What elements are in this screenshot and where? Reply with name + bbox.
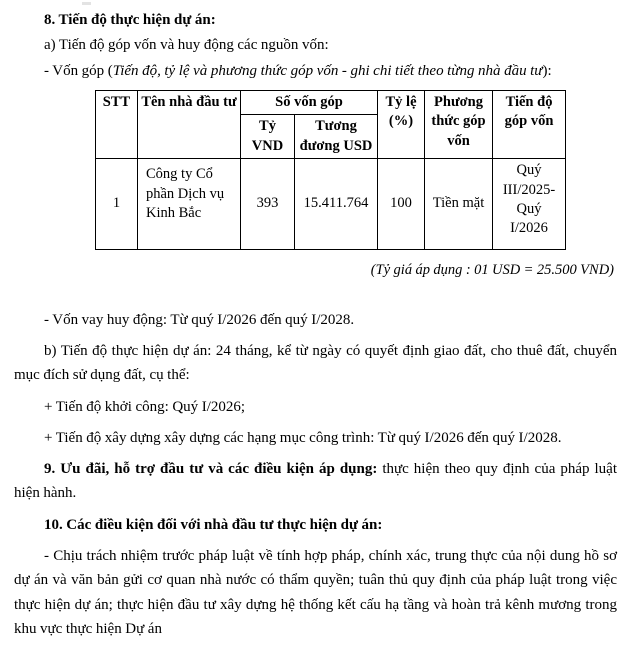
section-9-body: thực hiện theo quy định của pháp luật hiện hành. [14,461,617,502]
table-header-row-1 [96,90,566,114]
cell-billion-vnd: 393 [241,159,295,250]
document-content [14,8,617,642]
exchange-rate-note: (Tỷ giá áp dụng : 01 USD = 25.500 VND) [370,262,614,279]
header-billion-vnd: Tỷ VND [241,115,295,159]
cell-method: Tiền mặt [425,159,493,250]
cell-stt: 1 [96,159,138,250]
header-method: Phương thức góp vốn [425,90,493,158]
cell-usd-equivalent: 15.411.764 [295,159,378,250]
capital-contribution-line [14,59,617,83]
section-8-item-b: b) Tiến độ thực hiện dự án: 24 tháng, kể từ ngày có quyết định giao đất, cho thuê đất, chuyển mục đích sử dụng đất, cụ thể: [14,342,617,384]
section-10-bullet-1: - Chịu trách nhiệm trước pháp luật về tính hợp pháp, chính xác, trung thực của nội dung hồ sơ dự án và văn bản gửi cơ quan nhà nước có thẩm quyền; tuân thủ quy định của pháp luật trong việc thực hiện dự án; thực hiện đầu tư xây dựng hệ thống kết cấu hạ tầng và hoàn trả kênh mương trong khu vực thực hiện Dự án [14,548,617,637]
header-capital-amount: Số vốn góp [241,90,378,114]
header-schedule: Tiến độ góp vốn [493,90,566,158]
section-9-paragraph [14,457,617,506]
cell-ratio: 100 [378,159,425,250]
section-8-bullet-1: + Tiến độ khởi công: Quý I/2026; [44,398,246,415]
capital-contribution-italic: Tiến độ, tỷ lệ và phương thức góp vốn - ghi chi tiết theo từng nhà đầu tư [112,62,543,79]
section-8-bullet-2: + Tiến độ xây dựng xây dựng các hạng mục công trình: Từ quý I/2026 đến quý I/2028. [44,429,562,446]
header-stt: STT [96,90,138,158]
cell-schedule: Quý III/2025-Quý I/2026 [493,159,566,250]
section-9-heading: 9. Ưu đãi, hỗ trợ đầu tư và các điều kiện áp dụng: [44,461,378,478]
capital-contribution-tail: ): [542,62,552,79]
capital-contribution-lead: - Vốn góp ( [44,62,113,79]
header-ratio: Tỷ lệ (%) [378,90,425,158]
scan-artifact [82,2,91,5]
section-10-heading: 10. Các điều kiện đối với nhà đầu tư thực hiện dự án: [44,516,383,533]
section-8-item-a: a) Tiến độ góp vốn và huy động các nguồn vốn: [44,37,329,54]
capital-contribution-table [95,90,566,250]
section-8-heading: 8. Tiến độ thực hiện dự án: [44,12,216,28]
capital-table-wrapper [14,90,617,250]
loan-capital-line: - Vốn vay huy động: Từ quý I/2026 đến quý I/2028. [44,311,355,328]
cell-investor-name: Công ty Cổ phần Dịch vụ Kinh Bắc [138,159,241,250]
header-investor-name: Tên nhà đầu tư [138,90,241,158]
table-row [96,159,566,250]
header-usd-equivalent: Tương đương USD [295,115,378,159]
